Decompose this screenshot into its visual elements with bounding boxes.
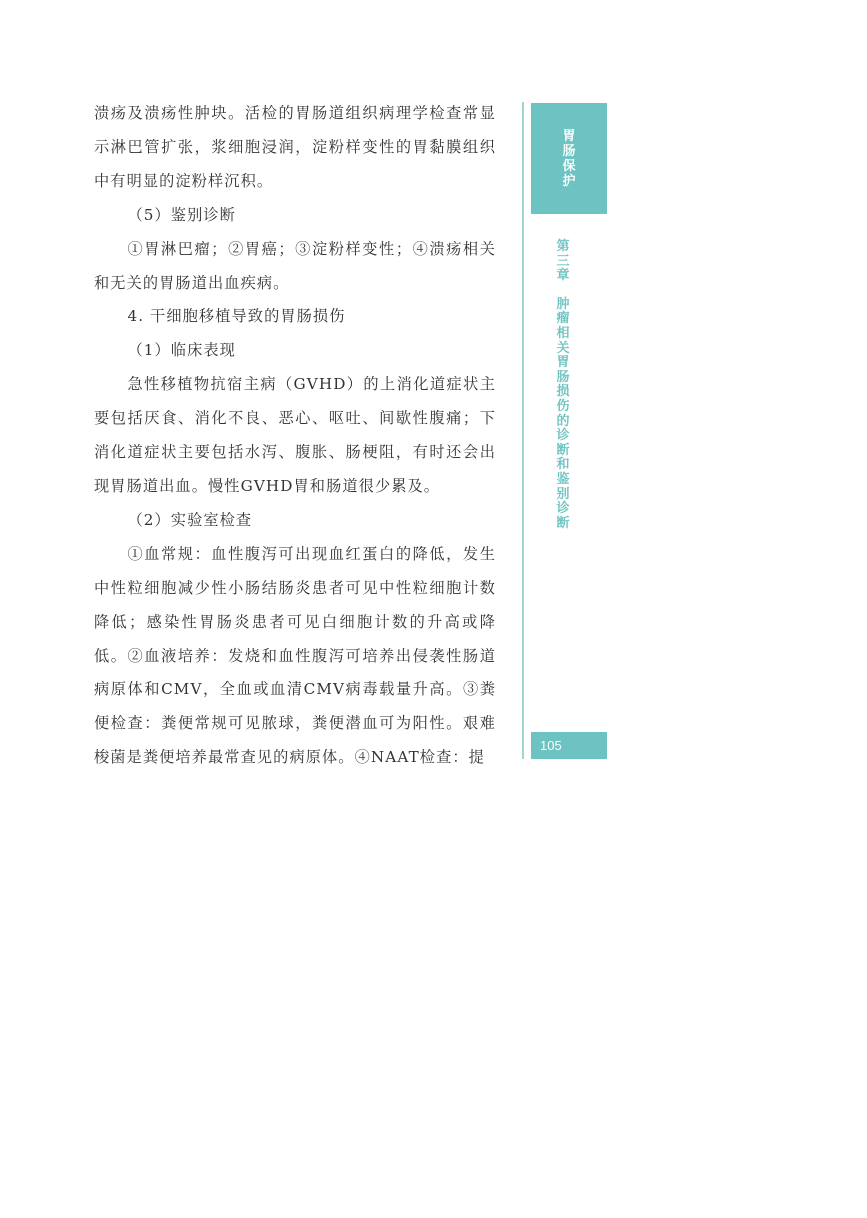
chapter-number: 第三章 bbox=[556, 239, 570, 284]
section-tab-label: 胃肠保护 bbox=[562, 128, 576, 189]
paragraph: 急性移植物抗宿主病（GVHD）的上消化道症状主要包括厌食、消化不良、恶心、呕吐、间歇性腹痛；下消化道症状主要包括水泻、腹胀、肠梗阻，有时还会出现胃肠道出血。慢性GVHD胃和肠道很少累及。 bbox=[94, 375, 496, 495]
paragraph: ①血常规：血性腹泻可出现血红蛋白的降低，发生中性粒细胞减少性小肠结肠炎患者可见中性粒细胞计数降低；感染性胃肠炎患者可见白细胞计数的升高或降低。②血液培养：发烧和血性腹泻可培养出侵袭性肠道病原体和CMV，全血或血清CMV病毒载量升高。③粪便检查：粪便常规可见脓球，粪便潜血可为阳性。艰难梭菌是粪便培养最常查见的病原体。④NAAT检查：提 bbox=[94, 544, 496, 767]
chapter-running-title bbox=[554, 240, 572, 531]
page-number-box bbox=[531, 732, 607, 759]
margin-rule bbox=[522, 102, 524, 759]
paragraph: ①胃淋巴瘤；②胃癌；③淀粉样变性；④溃疡相关和无关的胃肠道出血疾病。 bbox=[94, 239, 496, 292]
section-heading: （5）鉴别诊断 bbox=[127, 205, 236, 224]
section-heading: （2）实验室检查 bbox=[127, 510, 253, 529]
section-tab bbox=[531, 103, 607, 214]
body-text-block bbox=[94, 97, 496, 775]
chapter-gap bbox=[554, 284, 572, 298]
chapter-title: 肿瘤相关胃肠损伤的诊断和鉴别诊断 bbox=[556, 296, 570, 531]
section-heading: （1）临床表现 bbox=[127, 341, 236, 360]
paragraph: 溃疡及溃疡性肿块。活检的胃肠道组织病理学检查常显示淋巴管扩张，浆细胞浸润，淀粉样变性的胃黏膜组织中有明显的淀粉样沉积。 bbox=[94, 104, 496, 190]
page-number: 105 bbox=[540, 738, 562, 753]
section-heading: 4. 干细胞移植导致的胃肠损伤 bbox=[127, 307, 346, 326]
